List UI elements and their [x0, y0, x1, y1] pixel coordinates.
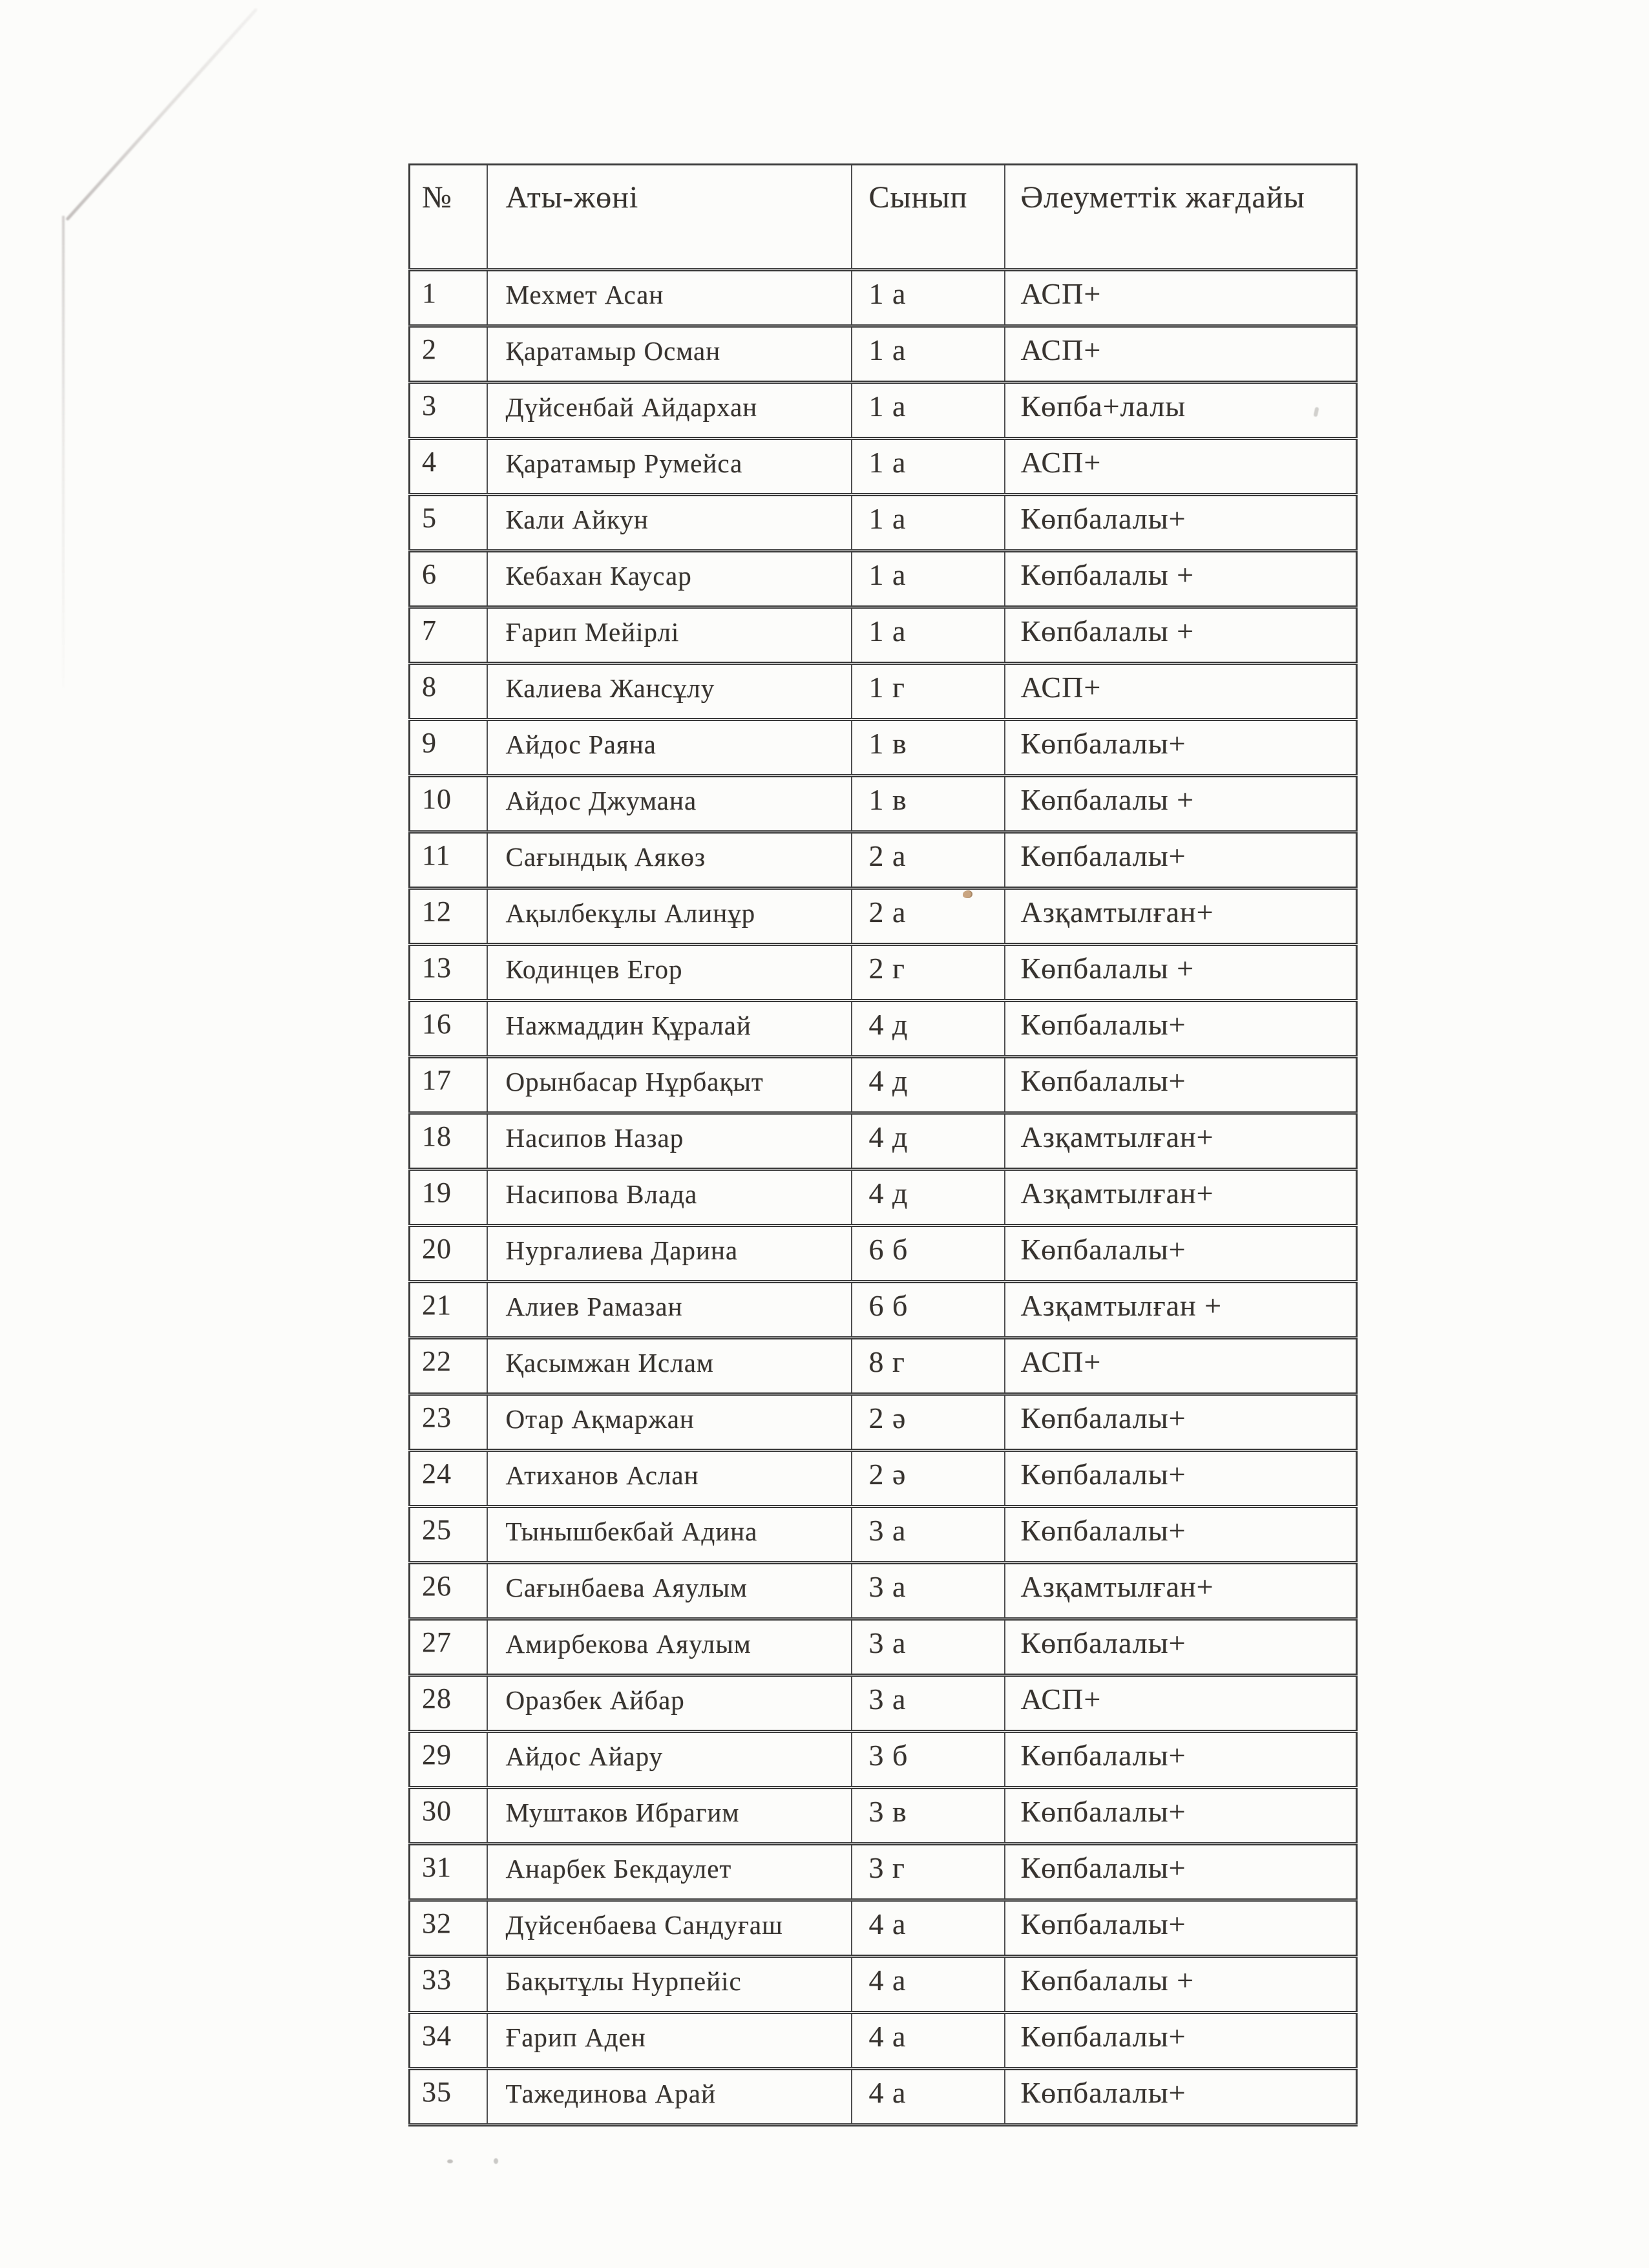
table-row [410, 439, 1357, 495]
class-cell: 4 а [852, 2069, 1005, 2125]
social-status-cell: Көпбалалы+ [1005, 495, 1357, 551]
social-status-cell: Көпбалалы + [1005, 1957, 1357, 2013]
table-row [410, 945, 1357, 1001]
row-number-cell: 18 [410, 1113, 487, 1170]
row-number-cell: 17 [410, 1057, 487, 1113]
class-cell: 2 ә [852, 1394, 1005, 1451]
student-name-cell: Кодинцев Егор [487, 945, 852, 1001]
student-name-cell: Дүйсенбаева Сандуғаш [487, 1900, 852, 1957]
column-header-class: Сынып [852, 165, 1005, 270]
social-status-cell: АСП+ [1005, 439, 1357, 495]
class-cell: 3 г [852, 1844, 1005, 1900]
class-cell: 8 г [852, 1338, 1005, 1394]
student-table-body [410, 270, 1357, 2125]
table-row [410, 720, 1357, 776]
class-cell: 4 д [852, 1170, 1005, 1226]
student-name-cell: Қаратамыр Осман [487, 326, 852, 383]
social-status-cell: Көпбалалы+ [1005, 1394, 1357, 1451]
student-name-cell: Тынышбекбай Адина [487, 1507, 852, 1563]
table-row [410, 1563, 1357, 1619]
table-header [410, 165, 1357, 270]
table-row [410, 1900, 1357, 1957]
row-number-cell: 10 [410, 776, 487, 832]
column-header-social-status: Әлеуметтік жағдайы [1005, 165, 1357, 270]
class-cell: 1 а [852, 607, 1005, 664]
row-number-cell: 19 [410, 1170, 487, 1226]
class-cell: 1 а [852, 439, 1005, 495]
scan-fold-diagonal-artifact [65, 8, 258, 221]
row-number-cell: 2 [410, 326, 487, 383]
social-status-cell: Азқамтылған + [1005, 1282, 1357, 1338]
student-name-cell: Айдос Айару [487, 1732, 852, 1788]
social-status-cell: Азқамтылған+ [1005, 1563, 1357, 1619]
row-number-cell: 29 [410, 1732, 487, 1788]
student-name-cell: Амирбекова Аяулым [487, 1619, 852, 1675]
student-name-cell: Отар Ақмаржан [487, 1394, 852, 1451]
class-cell: 4 д [852, 1057, 1005, 1113]
row-number-cell: 3 [410, 383, 487, 439]
social-status-cell: АСП+ [1005, 270, 1357, 326]
student-name-cell: Ғарип Аден [487, 2013, 852, 2069]
social-status-cell: Көпбалалы+ [1005, 1451, 1357, 1507]
social-status-cell: АСП+ [1005, 1675, 1357, 1732]
student-name-cell: Мехмет Асан [487, 270, 852, 326]
table-row [410, 2013, 1357, 2069]
class-cell: 4 а [852, 1957, 1005, 2013]
student-name-cell: Нургалиева Дарина [487, 1226, 852, 1282]
row-number-cell: 31 [410, 1844, 487, 1900]
social-status-cell: АСП+ [1005, 326, 1357, 383]
student-name-cell: Муштаков Ибрагим [487, 1788, 852, 1844]
class-cell: 1 а [852, 326, 1005, 383]
social-status-cell: Көпбалалы+ [1005, 1844, 1357, 1900]
table-row [410, 1394, 1357, 1451]
student-name-cell: Оразбек Айбар [487, 1675, 852, 1732]
table-row [410, 1113, 1357, 1170]
row-number-cell: 13 [410, 945, 487, 1001]
social-status-cell: Көпбалалы+ [1005, 1001, 1357, 1057]
class-cell: 3 в [852, 1788, 1005, 1844]
social-status-cell: Көпбалалы + [1005, 945, 1357, 1001]
row-number-cell: 16 [410, 1001, 487, 1057]
row-number-cell: 26 [410, 1563, 487, 1619]
row-number-cell: 12 [410, 888, 487, 945]
student-name-cell: Айдос Джумана [487, 776, 852, 832]
row-number-cell: 34 [410, 2013, 487, 2069]
table-row [410, 1675, 1357, 1732]
row-number-cell: 21 [410, 1282, 487, 1338]
social-status-cell: Көпбалалы+ [1005, 2069, 1357, 2125]
student-name-cell: Тажединова Арай [487, 2069, 852, 2125]
class-cell: 4 а [852, 1900, 1005, 1957]
student-name-cell: Атиханов Аслан [487, 1451, 852, 1507]
student-name-cell: Бақытұлы Нурпейіс [487, 1957, 852, 2013]
table-row [410, 1957, 1357, 2013]
table-row [410, 2069, 1357, 2125]
row-number-cell: 33 [410, 1957, 487, 2013]
social-status-cell: Көпбалалы+ [1005, 720, 1357, 776]
social-status-cell: Көпбалалы+ [1005, 832, 1357, 888]
social-status-cell: Көпбалалы+ [1005, 1057, 1357, 1113]
scan-speck-artifact [494, 2158, 498, 2164]
social-status-cell: Көпбалалы+ [1005, 1619, 1357, 1675]
class-cell: 1 а [852, 495, 1005, 551]
class-cell: 4 д [852, 1001, 1005, 1057]
table-row [410, 1507, 1357, 1563]
table-row [410, 1732, 1357, 1788]
row-number-cell: 24 [410, 1451, 487, 1507]
row-number-cell: 23 [410, 1394, 487, 1451]
social-status-cell: Көпбалалы+ [1005, 1507, 1357, 1563]
social-status-cell: Азқамтылған+ [1005, 888, 1357, 945]
table-row [410, 607, 1357, 664]
class-cell: 3 а [852, 1675, 1005, 1732]
table-row [410, 664, 1357, 720]
table-row [410, 1170, 1357, 1226]
row-number-cell: 1 [410, 270, 487, 326]
social-status-cell: Көпбалалы + [1005, 776, 1357, 832]
table-row [410, 383, 1357, 439]
class-cell: 6 б [852, 1226, 1005, 1282]
social-status-cell: Азқамтылған+ [1005, 1113, 1357, 1170]
social-status-cell: Көпбалалы + [1005, 551, 1357, 607]
class-cell: 3 а [852, 1563, 1005, 1619]
student-name-cell: Алиев Рамазан [487, 1282, 852, 1338]
class-cell: 2 а [852, 832, 1005, 888]
social-status-cell: Көпба+лалы [1005, 383, 1357, 439]
student-name-cell: Кебахан Каусар [487, 551, 852, 607]
student-name-cell: Қасымжан Ислам [487, 1338, 852, 1394]
student-name-cell: Ғарип Мейірлі [487, 607, 852, 664]
table-header-row [410, 165, 1357, 270]
row-number-cell: 6 [410, 551, 487, 607]
row-number-cell: 30 [410, 1788, 487, 1844]
scan-speck-artifact [447, 2159, 453, 2163]
student-name-cell: Анарбек Бекдаулет [487, 1844, 852, 1900]
student-name-cell: Айдос Раяна [487, 720, 852, 776]
class-cell: 1 в [852, 776, 1005, 832]
student-name-cell: Насипов Назар [487, 1113, 852, 1170]
social-status-cell: Азқамтылған+ [1005, 1170, 1357, 1226]
row-number-cell: 32 [410, 1900, 487, 1957]
table-row [410, 495, 1357, 551]
table-row [410, 551, 1357, 607]
table-row [410, 1788, 1357, 1844]
student-name-cell: Сағынбаева Аяулым [487, 1563, 852, 1619]
row-number-cell: 22 [410, 1338, 487, 1394]
scan-fold-vertical-artifact [62, 216, 65, 688]
social-status-cell: Көпбалалы+ [1005, 1226, 1357, 1282]
column-header-number: № [410, 165, 487, 270]
table-row [410, 1619, 1357, 1675]
table-row [410, 1451, 1357, 1507]
table-row [410, 1844, 1357, 1900]
table-row [410, 1282, 1357, 1338]
class-cell: 3 б [852, 1732, 1005, 1788]
table-row [410, 1057, 1357, 1113]
row-number-cell: 8 [410, 664, 487, 720]
students-table [408, 163, 1358, 2126]
student-name-cell: Сағындық Аякөз [487, 832, 852, 888]
table-row [410, 270, 1357, 326]
student-name-cell: Калиева Жансұлу [487, 664, 852, 720]
class-cell: 2 а [852, 888, 1005, 945]
table-row [410, 888, 1357, 945]
table-row [410, 1001, 1357, 1057]
table-row [410, 832, 1357, 888]
social-status-cell: Көпбалалы+ [1005, 1732, 1357, 1788]
class-cell: 6 б [852, 1282, 1005, 1338]
student-name-cell: Қаратамыр Румейса [487, 439, 852, 495]
student-name-cell: Ақылбекұлы Алинұр [487, 888, 852, 945]
row-number-cell: 27 [410, 1619, 487, 1675]
social-status-cell: АСП+ [1005, 1338, 1357, 1394]
class-cell: 3 а [852, 1619, 1005, 1675]
class-cell: 1 г [852, 664, 1005, 720]
class-cell: 2 ә [852, 1451, 1005, 1507]
class-cell: 1 в [852, 720, 1005, 776]
row-number-cell: 11 [410, 832, 487, 888]
class-cell: 1 а [852, 270, 1005, 326]
social-status-cell: Көпбалалы + [1005, 607, 1357, 664]
row-number-cell: 4 [410, 439, 487, 495]
table-row [410, 1338, 1357, 1394]
table-row [410, 776, 1357, 832]
column-header-name: Аты-жөні [487, 165, 852, 270]
class-cell: 1 а [852, 383, 1005, 439]
class-cell: 4 д [852, 1113, 1005, 1170]
row-number-cell: 5 [410, 495, 487, 551]
row-number-cell: 20 [410, 1226, 487, 1282]
student-name-cell: Кали Айкун [487, 495, 852, 551]
table-row [410, 326, 1357, 383]
row-number-cell: 25 [410, 1507, 487, 1563]
social-status-cell: Көпбалалы+ [1005, 2013, 1357, 2069]
student-name-cell: Насипова Влада [487, 1170, 852, 1226]
table-row [410, 1226, 1357, 1282]
class-cell: 1 а [852, 551, 1005, 607]
social-status-cell: АСП+ [1005, 664, 1357, 720]
student-name-cell: Дүйсенбай Айдархан [487, 383, 852, 439]
class-cell: 4 а [852, 2013, 1005, 2069]
row-number-cell: 35 [410, 2069, 487, 2125]
social-status-cell: Көпбалалы+ [1005, 1900, 1357, 1957]
class-cell: 3 а [852, 1507, 1005, 1563]
row-number-cell: 7 [410, 607, 487, 664]
row-number-cell: 28 [410, 1675, 487, 1732]
student-name-cell: Орынбасар Нұрбақыт [487, 1057, 852, 1113]
class-cell: 2 г [852, 945, 1005, 1001]
social-status-cell: Көпбалалы+ [1005, 1788, 1357, 1844]
row-number-cell: 9 [410, 720, 487, 776]
student-name-cell: Нажмаддин Құралай [487, 1001, 852, 1057]
